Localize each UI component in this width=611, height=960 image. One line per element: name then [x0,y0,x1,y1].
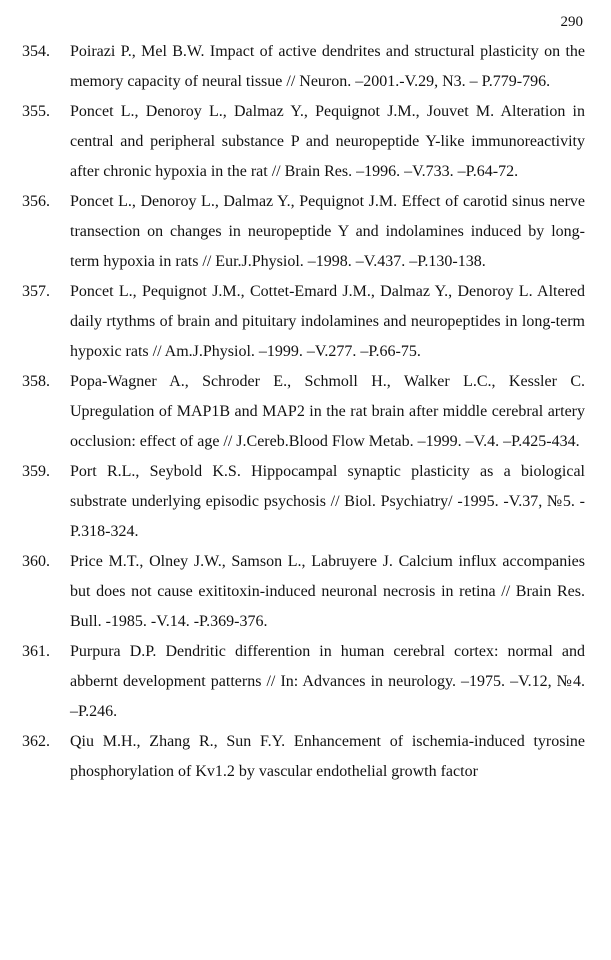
reference-item [22,457,585,547]
reference-text: Port R.L., Seybold K.S. Hippocampal synaptic plasticity as a biological substrate underlying episodic psychosis // Biol. Psychiatry/ -1995. -V.37, №5. -P.318-324. [70,463,585,540]
page-number: 290 [560,14,583,30]
reference-item [22,727,585,787]
reference-item [22,187,585,277]
reference-item [22,97,585,187]
reference-number: 361. [22,643,50,660]
reference-text: Price M.T., Olney J.W., Samson L., Labruyere J. Calcium influx accompanies but does not cause exititoxin-induced neuronal necrosis in retina // Brain Res. Bull. -1985. -V.14. -P.369-376. [70,553,585,630]
reference-text: Poirazi P., Mel B.W. Impact of active dendrites and structural plasticity on the memory capacity of neural tissue // Neuron. –2001.-V.29, N3. – P.779-796. [70,43,585,90]
reference-number: 360. [22,553,50,570]
reference-number: 359. [22,463,50,480]
reference-item [22,547,585,637]
reference-number: 356. [22,193,50,210]
reference-text: Qiu M.H., Zhang R., Sun F.Y. Enhancement of ischemia-induced tyrosine phosphorylation of Kv1.2 by vascular endothelial growth factor [70,733,585,780]
reference-number: 358. [22,373,50,390]
reference-number: 357. [22,283,50,300]
reference-item [22,37,585,97]
reference-list [22,37,585,787]
reference-item [22,367,585,457]
reference-text: Poncet L., Denoroy L., Dalmaz Y., Pequignot J.M. Effect of carotid sinus nerve transection on changes in neuropeptide Y and indolamines induced by long-term hypoxia in rats // Eur.J.Physiol. –1998. –V.437. –P.130-138. [70,193,585,270]
reference-item [22,277,585,367]
reference-text: Poncet L., Pequignot J.M., Cottet-Emard J.M., Dalmaz Y., Denoroy L. Altered daily rtythms of brain and pituitary indolamines and neuropeptides in long-term hypoxic rats // Am.J.Physiol. –1999. –V.277. –P.66-75. [70,283,585,360]
reference-text: Poncet L., Denoroy L., Dalmaz Y., Pequignot J.M., Jouvet M. Alteration in central and peripheral substance P and neuropeptide Y-like immunoreactivity after chronic hypoxia in the rat // Brain Res. –1996. –V.733. –P.64-72. [70,103,585,180]
reference-item [22,637,585,727]
reference-text: Popa-Wagner A., Schroder E., Schmoll H., Walker L.C., Kessler C. Upregulation of MAP1B and MAP2 in the rat brain after middle cerebral artery occlusion: effect of age // J.Cereb.Blood Flow Metab. –1999. –V.4. –P.425-434. [70,373,585,450]
reference-text: Purpura D.P. Dendritic differention in human cerebral cortex: normal and abbernt development patterns // In: Advances in neurology. –1975. –V.12, №4. –P.246. [70,643,585,720]
reference-number: 362. [22,733,50,750]
reference-number: 354. [22,43,50,60]
reference-number: 355. [22,103,50,120]
